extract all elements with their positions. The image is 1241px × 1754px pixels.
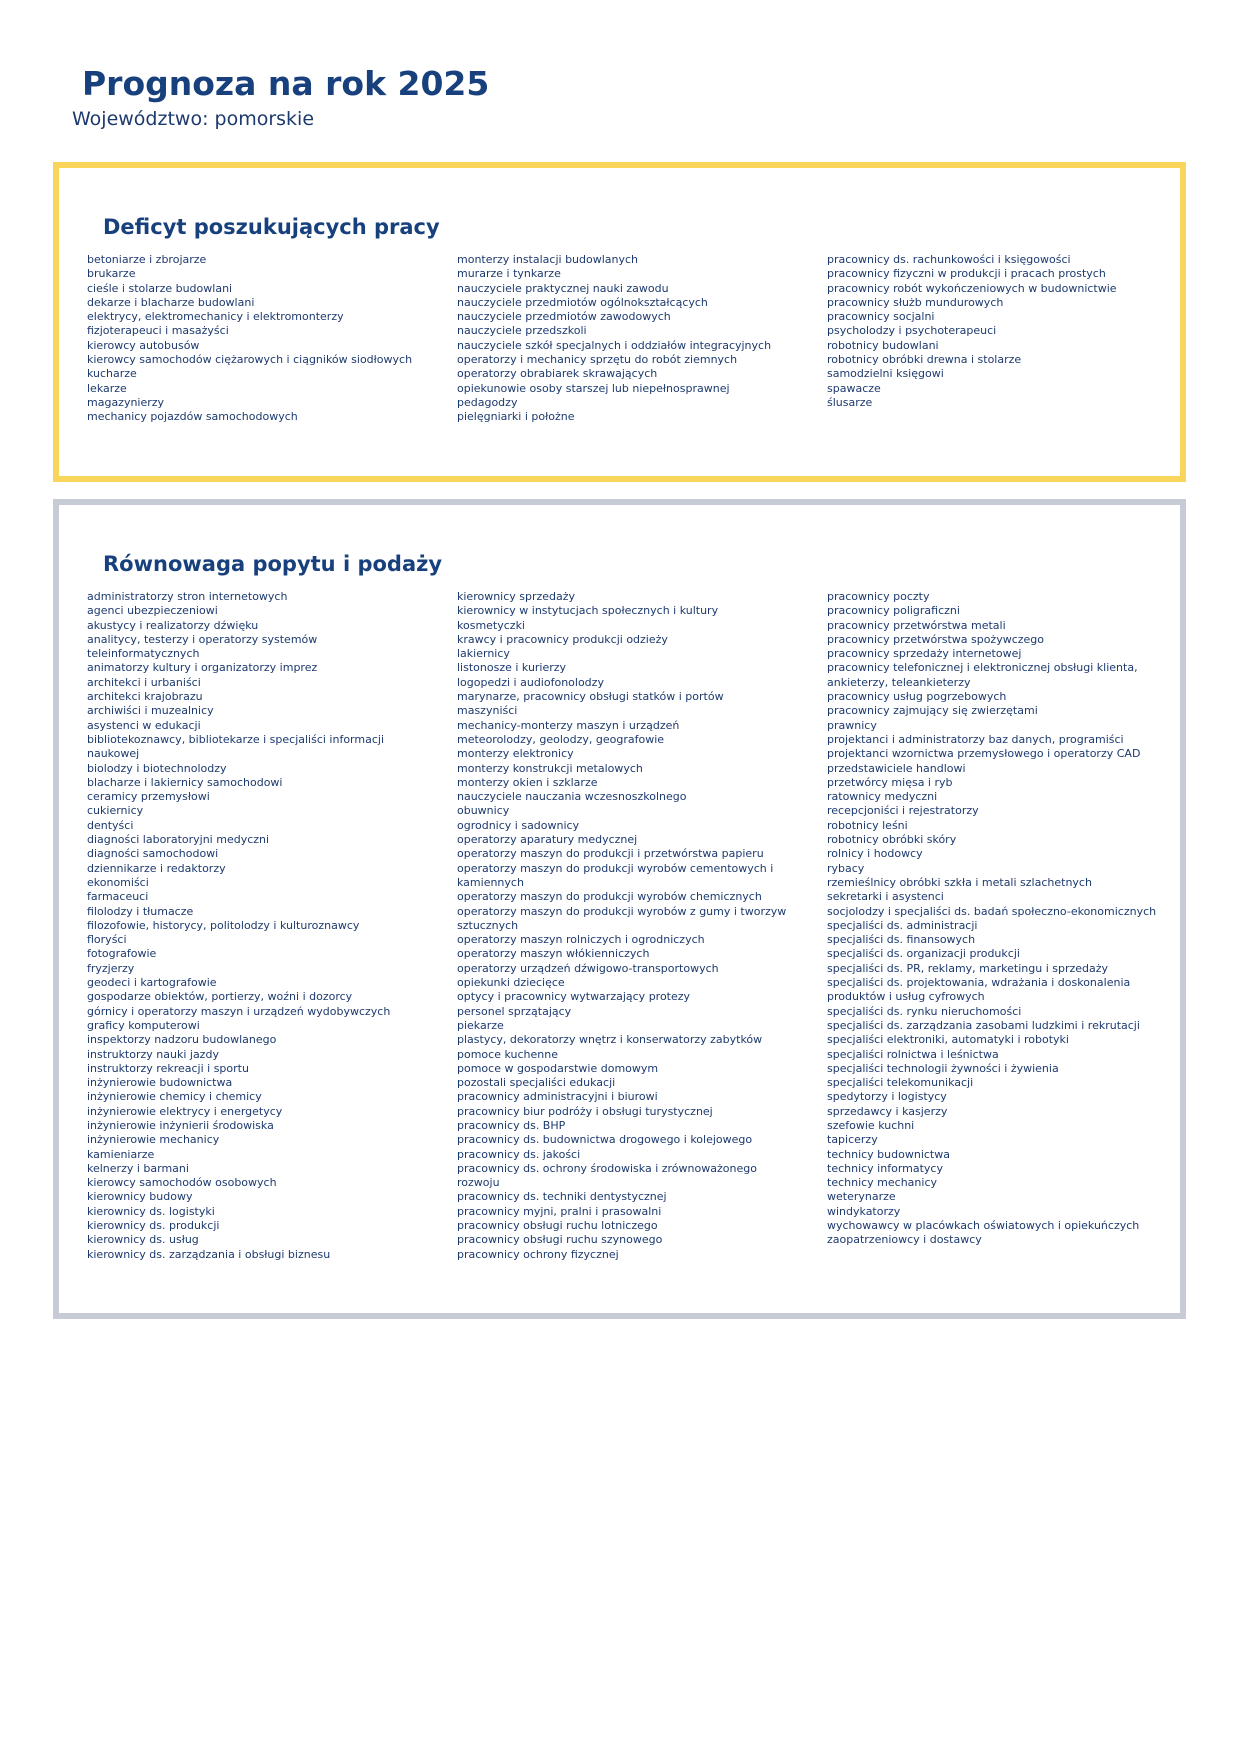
- list-item: spedytorzy i logistycy: [827, 1090, 947, 1104]
- list-item: kamiennych: [457, 875, 524, 889]
- list-item: akustycy i realizatorzy dźwięku: [87, 618, 259, 632]
- list-item: kierownicy ds. produkcji: [87, 1219, 220, 1233]
- list-item: nauczyciele przedmiotów zawodowych: [457, 310, 671, 324]
- list-item: pracownicy administracyjni i biurowi: [457, 1090, 658, 1104]
- list-item: naukowej: [87, 747, 140, 761]
- list-item: operatorzy aparatury medycznej: [457, 833, 638, 847]
- list-item: monterzy elektronicy: [457, 747, 574, 761]
- list-item: lakiernicy: [457, 647, 510, 661]
- list-item: sekretarki i asystenci: [827, 890, 944, 904]
- deficit-column-3: [827, 253, 1167, 410]
- list-item: operatorzy maszyn do produkcji wyrobów z gumy i tworzyw: [457, 904, 787, 918]
- list-item: ceramicy przemysłowi: [87, 790, 210, 804]
- list-item: mechanicy pojazdów samochodowych: [87, 410, 298, 424]
- list-item: lekarze: [87, 381, 127, 395]
- list-item: tapicerzy: [827, 1133, 878, 1147]
- list-item: sprzedawcy i kasjerzy: [827, 1104, 948, 1118]
- list-item: dentyści: [87, 818, 134, 832]
- list-item: fryzjerzy: [87, 961, 135, 975]
- list-item: specjaliści ds. rynku nieruchomości: [827, 1004, 1022, 1018]
- list-item: ratownicy medyczni: [827, 790, 938, 804]
- list-item: rolnicy i hodowcy: [827, 847, 923, 861]
- list-item: agenci ubezpieczeniowi: [87, 604, 218, 618]
- list-item: kierownicy ds. usług: [87, 1233, 199, 1247]
- list-item: nauczyciele przedmiotów ogólnokształcących: [457, 295, 708, 309]
- list-item: meteorolodzy, geolodzy, geografowie: [457, 732, 665, 746]
- list-item: pracownicy służb mundurowych: [827, 295, 1004, 309]
- list-item: pomoce kuchenne: [457, 1047, 558, 1061]
- list-item: architekci i urbaniści: [87, 675, 201, 689]
- list-item: kierownicy budowy: [87, 1190, 193, 1204]
- list-item: piekarze: [457, 1018, 504, 1032]
- list-item: kierowcy autobusów: [87, 338, 200, 352]
- list-item: blacharze i lakiernicy samochodowi: [87, 775, 283, 789]
- list-item: robotnicy budowlani: [827, 338, 939, 352]
- list-item: pracownicy ds. budownictwa drogowego i kolejowego: [457, 1133, 753, 1147]
- list-item: operatorzy maszyn do produkcji i przetwórstwa papieru: [457, 847, 764, 861]
- list-item: zaopatrzeniowcy i dostawcy: [827, 1233, 982, 1247]
- list-item: pracownicy sprzedaży internetowej: [827, 647, 1022, 661]
- list-item: operatorzy maszyn włókienniczych: [457, 947, 650, 961]
- list-item: pracownicy telefonicznej i elektronicznej obsługi klienta,: [827, 661, 1138, 675]
- list-item: inżynierowie chemicy i chemicy: [87, 1090, 262, 1104]
- list-item: biolodzy i biotechnolodzy: [87, 761, 227, 775]
- list-item: specjaliści rolnictwa i leśnictwa: [827, 1047, 999, 1061]
- list-item: ślusarze: [827, 395, 873, 409]
- list-item: betoniarze i zbrojarze: [87, 253, 207, 266]
- list-item: inżynierowie elektrycy i energetycy: [87, 1104, 283, 1118]
- list-item: inżynierowie mechanicy: [87, 1133, 220, 1147]
- list-item: personel sprzątający: [457, 1004, 572, 1018]
- list-item: pracownicy przetwórstwa metali: [827, 618, 1006, 632]
- list-item: rozwoju: [457, 1176, 500, 1190]
- list-item: kosmetyczki: [457, 618, 525, 632]
- list-item: pracownicy ds. rachunkowości i księgowości: [827, 253, 1071, 266]
- list-item: kierowcy samochodów ciężarowych i ciągników siodłowych: [87, 353, 413, 367]
- list-item: wychowawcy w placówkach oświatowych i opiekuńczych: [827, 1219, 1140, 1233]
- list-item: brukarze: [87, 267, 136, 281]
- list-item: pracownicy poczty: [827, 590, 930, 603]
- list-item: pracownicy ds. jakości: [457, 1147, 581, 1161]
- list-item: obuwnicy: [457, 804, 510, 818]
- list-item: pracownicy obsługi ruchu szynowego: [457, 1233, 663, 1247]
- list-item: pracownicy ds. ochrony środowiska i zrównoważonego: [457, 1161, 757, 1175]
- list-item: górnicy i operatorzy maszyn i urządzeń wydobywczych: [87, 1004, 391, 1018]
- list-item: technicy informatycy: [827, 1161, 943, 1175]
- list-item: rybacy: [827, 861, 865, 875]
- list-item: socjolodzy i specjaliści ds. badań społeczno-ekonomicznych: [827, 904, 1157, 918]
- list-item: opiekunowie osoby starszej lub niepełnosprawnej: [457, 381, 730, 395]
- list-item: floryści: [87, 933, 127, 947]
- balance-column-1: [87, 590, 447, 1262]
- list-item: robotnicy obróbki drewna i stolarze: [827, 353, 1022, 367]
- list-item: pracownicy robót wykończeniowych w budownictwie: [827, 281, 1117, 295]
- list-item: maszyniści: [457, 704, 518, 718]
- list-item: operatorzy obrabiarek skrawających: [457, 367, 658, 381]
- list-item: pracownicy zajmujący się zwierzętami: [827, 704, 1038, 718]
- list-item: nauczyciele przedszkoli: [457, 324, 587, 338]
- list-item: pracownicy usług pogrzebowych: [827, 690, 1007, 704]
- list-item: filozofowie, historycy, politolodzy i kulturoznawcy: [87, 918, 360, 932]
- list-item: fotografowie: [87, 947, 157, 961]
- list-item: spawacze: [827, 381, 881, 395]
- list-item: bibliotekoznawcy, bibliotekarze i specjaliści informacji: [87, 732, 385, 746]
- list-item: specjaliści elektroniki, automatyki i robotyki: [827, 1033, 1069, 1047]
- list-item: graficy komputerowi: [87, 1018, 200, 1032]
- list-item: archiwiści i muzealnicy: [87, 704, 214, 718]
- list-item: nauczyciele szkół specjalnych i oddziałów integracyjnych: [457, 338, 772, 352]
- list-item: inżynierowie inżynierii środowiska: [87, 1118, 274, 1132]
- list-item: pracownicy biur podróży i obsługi turystycznej: [457, 1104, 713, 1118]
- list-item: psycholodzy i psychoterapeuci: [827, 324, 997, 338]
- deficit-section-title: Deficyt poszukujących pracy: [103, 215, 440, 239]
- page-title: Prognoza na rok 2025: [82, 64, 490, 103]
- list-item: inżynierowie budownictwa: [87, 1076, 233, 1090]
- list-item: technicy mechanicy: [827, 1176, 938, 1190]
- list-item: dekarze i blacharze budowlani: [87, 295, 255, 309]
- list-item: prawnicy: [827, 718, 877, 732]
- list-item: listonosze i kurierzy: [457, 661, 567, 675]
- list-item: pracownicy fizyczni w produkcji i pracach prostych: [827, 267, 1106, 281]
- list-item: robotnicy obróbki skóry: [827, 833, 957, 847]
- list-item: monterzy okien i szklarze: [457, 775, 598, 789]
- list-item: elektrycy, elektromechanicy i elektromonterzy: [87, 310, 344, 324]
- list-item: diagności samochodowi: [87, 847, 219, 861]
- list-item: pedagodzy: [457, 395, 518, 409]
- list-item: pracownicy poligraficzni: [827, 604, 960, 618]
- list-item: produktów i usług cyfrowych: [827, 990, 985, 1004]
- list-item: plastycy, dekoratorzy wnętrz i konserwatorzy zabytków: [457, 1033, 763, 1047]
- list-item: pozostali specjaliści edukacji: [457, 1076, 616, 1090]
- list-item: nauczyciele praktycznej nauki zawodu: [457, 281, 669, 295]
- list-item: kamieniarze: [87, 1147, 155, 1161]
- list-item: specjaliści ds. finansowych: [827, 933, 976, 947]
- list-item: operatorzy maszyn do produkcji wyrobów chemicznych: [457, 890, 762, 904]
- list-item: animatorzy kultury i organizatorzy imprez: [87, 661, 318, 675]
- deficit-column-2: [457, 253, 817, 425]
- list-item: geodeci i kartografowie: [87, 976, 217, 990]
- list-item: kierownicy ds. logistyki: [87, 1204, 215, 1218]
- list-item: administratorzy stron internetowych: [87, 590, 288, 603]
- list-item: operatorzy i mechanicy sprzętu do robót ziemnych: [457, 353, 738, 367]
- list-item: pracownicy socjalni: [827, 310, 935, 324]
- balance-column-3: [827, 590, 1167, 1248]
- list-item: windykatorzy: [827, 1204, 901, 1218]
- list-item: farmaceuci: [87, 890, 149, 904]
- list-item: cukiernicy: [87, 804, 144, 818]
- list-item: asystenci w edukacji: [87, 718, 201, 732]
- list-item: pracownicy ds. BHP: [457, 1118, 566, 1132]
- list-item: samodzielni księgowi: [827, 367, 944, 381]
- balance-section: [53, 499, 1186, 1319]
- list-item: specjaliści telekomunikacji: [827, 1076, 974, 1090]
- list-item: kierownicy sprzedaży: [457, 590, 576, 603]
- list-item: architekci krajobrazu: [87, 690, 203, 704]
- page-subtitle: Województwo: pomorskie: [72, 108, 315, 130]
- list-item: marynarze, pracownicy obsługi statków i portów: [457, 690, 724, 704]
- list-item: operatorzy maszyn rolniczych i ogrodniczych: [457, 933, 705, 947]
- balance-section-title: Równowaga popytu i podaży: [103, 552, 443, 576]
- list-item: ankieterzy, teleankieterzy: [827, 675, 971, 689]
- list-item: nauczyciele nauczania wczesnoszkolnego: [457, 790, 687, 804]
- list-item: ogrodnicy i sadownicy: [457, 818, 580, 832]
- list-item: operatorzy maszyn do produkcji wyrobów cementowych i: [457, 861, 774, 875]
- list-item: krawcy i pracownicy produkcji odzieży: [457, 632, 668, 646]
- list-item: murarze i tynkarze: [457, 267, 561, 281]
- list-item: specjaliści ds. PR, reklamy, marketingu i sprzedaży: [827, 961, 1109, 975]
- list-item: ekonomiści: [87, 875, 149, 889]
- list-item: logopedzi i audiofonolodzy: [457, 675, 604, 689]
- list-item: kelnerzy i barmani: [87, 1161, 189, 1175]
- list-item: gospodarze obiektów, portierzy, woźni i dozorcy: [87, 990, 353, 1004]
- list-item: filolodzy i tłumacze: [87, 904, 194, 918]
- list-item: kierownicy w instytucjach społecznych i kultury: [457, 604, 719, 618]
- list-item: instruktorzy nauki jazdy: [87, 1047, 219, 1061]
- list-item: operatorzy urządzeń dźwigowo-transportowych: [457, 961, 719, 975]
- list-item: instruktorzy rekreacji i sportu: [87, 1061, 249, 1075]
- list-item: diagności laboratoryjni medyczni: [87, 833, 270, 847]
- list-item: rzemieślnicy obróbki szkła i metali szlachetnych: [827, 875, 1092, 889]
- list-item: mechanicy-monterzy maszyn i urządzeń: [457, 718, 680, 732]
- balance-column-2: [457, 590, 817, 1262]
- list-item: pielęgniarki i położne: [457, 410, 575, 424]
- list-item: weterynarze: [827, 1190, 896, 1204]
- list-item: kierownicy ds. zarządzania i obsługi biznesu: [87, 1247, 331, 1261]
- list-item: sztucznych: [457, 918, 519, 932]
- list-item: pracownicy obsługi ruchu lotniczego: [457, 1219, 658, 1233]
- list-item: dziennikarze i redaktorzy: [87, 861, 226, 875]
- list-item: projektanci wzornictwa przemysłowego i operatorzy CAD: [827, 747, 1141, 761]
- list-item: cieśle i stolarze budowlani: [87, 281, 233, 295]
- deficit-section: [53, 162, 1186, 482]
- list-item: specjaliści ds. projektowania, wdrażania i doskonalenia: [827, 976, 1131, 990]
- list-item: pracownicy myjni, pralni i prasowalni: [457, 1204, 662, 1218]
- list-item: specjaliści technologii żywności i żywienia: [827, 1061, 1059, 1075]
- list-item: technicy budownictwa: [827, 1147, 950, 1161]
- list-item: monterzy konstrukcji metalowych: [457, 761, 643, 775]
- list-item: inspektorzy nadzoru budowlanego: [87, 1033, 277, 1047]
- list-item: monterzy instalacji budowlanych: [457, 253, 639, 266]
- list-item: specjaliści ds. zarządzania zasobami ludzkimi i rekrutacji: [827, 1018, 1140, 1032]
- list-item: przedstawiciele handlowi: [827, 761, 966, 775]
- list-item: opiekunki dziecięce: [457, 976, 565, 990]
- list-item: recepcjoniści i rejestratorzy: [827, 804, 979, 818]
- list-item: przetwórcy mięsa i ryb: [827, 775, 953, 789]
- list-item: pracownicy przetwórstwa spożywczego: [827, 632, 1045, 646]
- list-item: robotnicy leśni: [827, 818, 908, 832]
- list-item: pracownicy ds. techniki dentystycznej: [457, 1190, 667, 1204]
- list-item: kucharze: [87, 367, 137, 381]
- list-item: projektanci i administratorzy baz danych, programiści: [827, 732, 1124, 746]
- list-item: teleinformatycznych: [87, 647, 200, 661]
- list-item: magazynierzy: [87, 395, 165, 409]
- list-item: szefowie kuchni: [827, 1118, 915, 1132]
- list-item: pomoce w gospodarstwie domowym: [457, 1061, 659, 1075]
- list-item: specjaliści ds. administracji: [827, 918, 978, 932]
- list-item: pracownicy ochrony fizycznej: [457, 1247, 619, 1261]
- list-item: specjaliści ds. organizacji produkcji: [827, 947, 1020, 961]
- deficit-column-1: [87, 253, 447, 425]
- list-item: kierowcy samochodów osobowych: [87, 1176, 277, 1190]
- list-item: fizjoterapeuci i masażyści: [87, 324, 229, 338]
- list-item: optycy i pracownicy wytwarzający protezy: [457, 990, 691, 1004]
- list-item: analitycy, testerzy i operatorzy systemów: [87, 632, 318, 646]
